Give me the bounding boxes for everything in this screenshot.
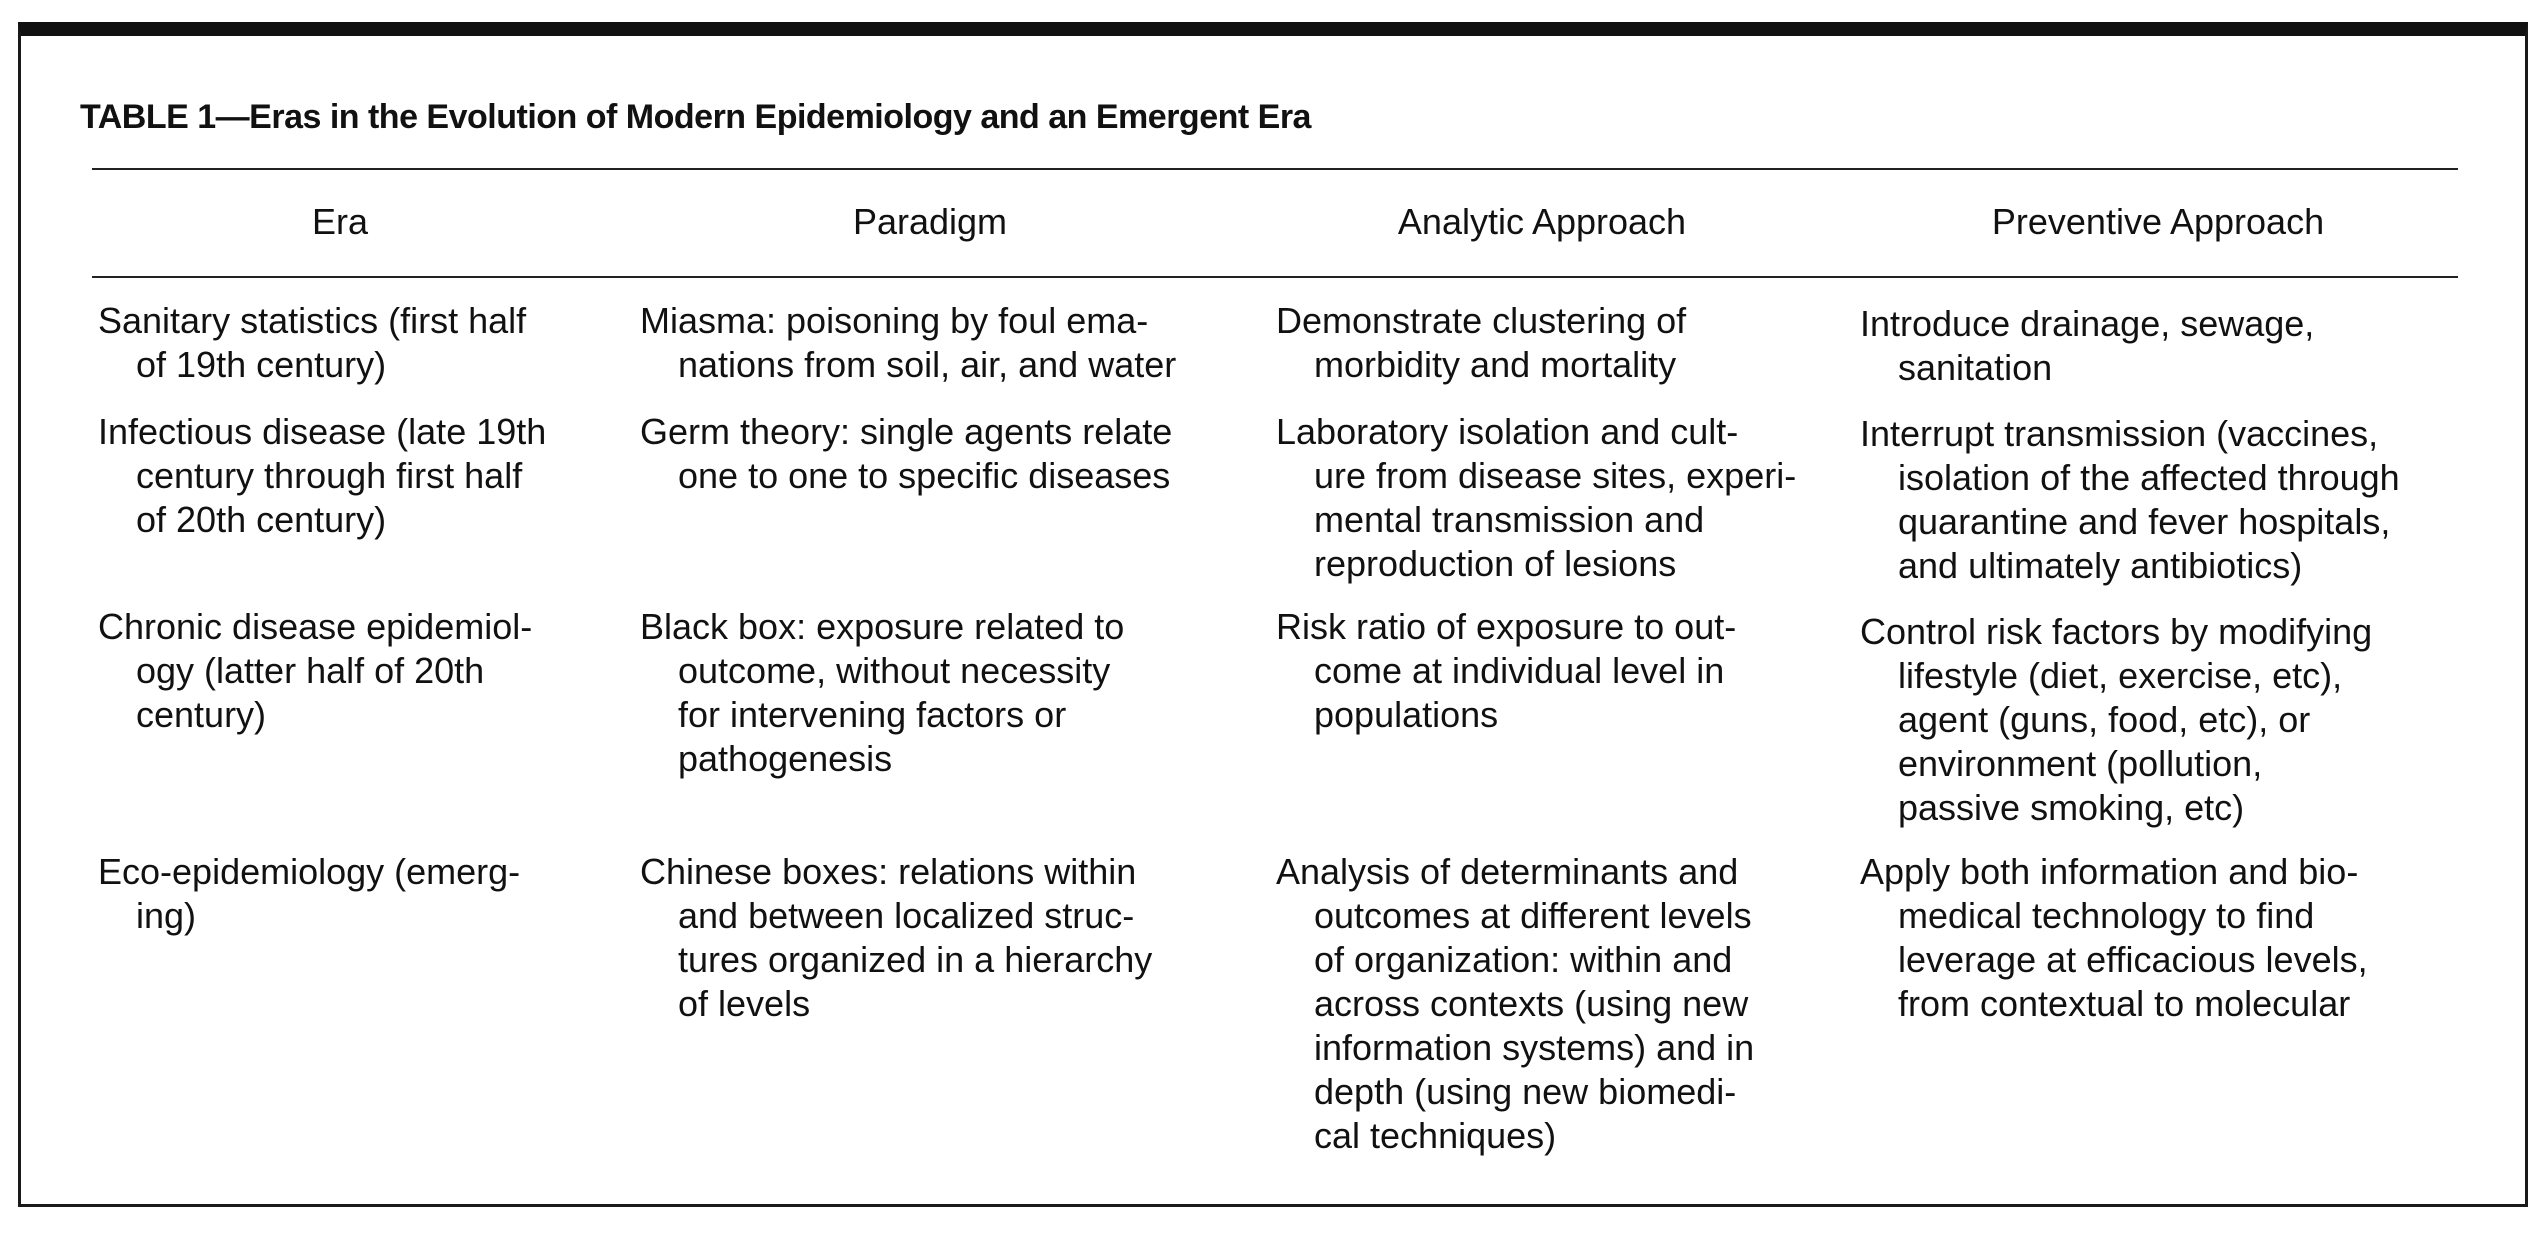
- top-rule: [92, 168, 2458, 170]
- row-3-analytic: Risk ratio of exposure to out- come at individual level in populations: [1276, 606, 1737, 735]
- column-header-paradigm: Paradigm: [852, 201, 1008, 242]
- row-4-preventive: Apply both information and bio- medical technology to find leverage at efficacious levels, from contextual to molecular: [1860, 851, 2368, 1024]
- row-3-preventive: Control risk factors by modifying lifestyle (diet, exercise, etc), agent (guns, food, etc), or environment (pollution, passive smoking, etc): [1860, 611, 2373, 828]
- row-3-paradigm: Black box: exposure related to outcome, without necessity for intervening factors or pathogenesis: [640, 606, 1125, 779]
- column-header-era: Era: [311, 201, 369, 242]
- table-title: TABLE 1—Eras in the Evolution of Modern Epidemiology and an Emergent Era: [80, 98, 1311, 136]
- row-3-era: Chronic disease epidemiol- ogy (latter half of 20th century): [98, 606, 533, 735]
- row-1-preventive: Introduce drainage, sewage, sanitation: [1860, 303, 2315, 388]
- header-rule: [92, 276, 2458, 278]
- row-2-era: Infectious disease (late 19th century through first half of 20th century): [98, 411, 547, 540]
- row-2-paradigm: Germ theory: single agents relate one to one to specific diseases: [640, 411, 1173, 496]
- column-header-analytic-approach: Analytic Approach: [1397, 201, 1687, 242]
- row-4-era: Eco-epidemiology (emerg- ing): [98, 851, 521, 936]
- row-1-analytic: Demonstrate clustering of morbidity and mortality: [1276, 300, 1687, 385]
- row-2-preventive: Interrupt transmission (vaccines, isolation of the affected through quarantine and fever hospitals, and ultimately antibiotics): [1860, 413, 2400, 586]
- row-2-analytic: Laboratory isolation and cult- ure from disease sites, experi- mental transmission and reproduction of lesions: [1276, 411, 1797, 584]
- row-4-paradigm: Chinese boxes: relations within and between localized struc- tures organized in a hierarchy of levels: [640, 851, 1153, 1024]
- column-header-preventive-approach: Preventive Approach: [1991, 201, 2325, 242]
- row-4-analytic: Analysis of determinants and outcomes at different levels of organization: within and across contexts (using new information systems) and in depth (using new biomedi- cal techniques): [1276, 851, 1755, 1156]
- row-1-paradigm: Miasma: poisoning by foul ema- nations from soil, air, and water: [640, 300, 1177, 385]
- row-1-era: Sanitary statistics (first half of 19th century): [98, 300, 527, 385]
